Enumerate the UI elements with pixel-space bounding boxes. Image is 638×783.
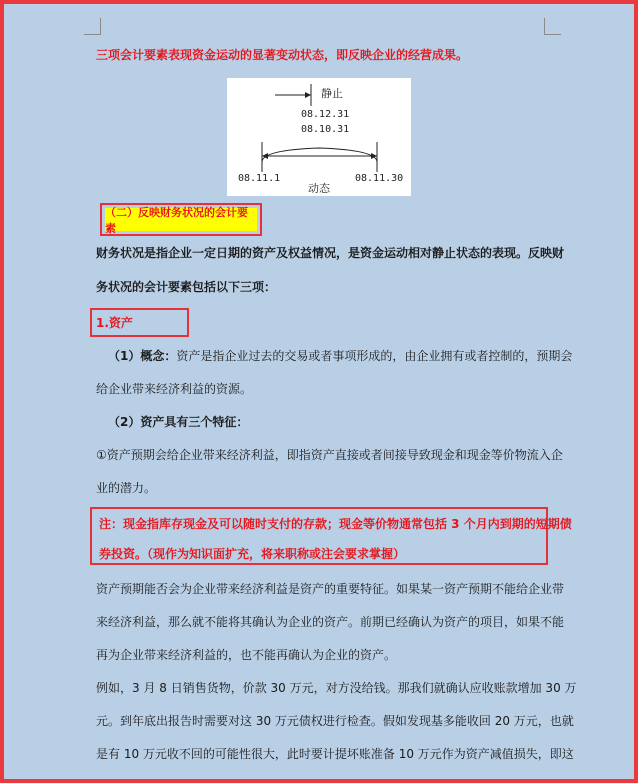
asset-heading: 1.资产 bbox=[96, 316, 133, 330]
feature1-line1: ①资产预期会给企业带来经济利益，即指资产直接或者间接导致现金和现金等价物流入企 bbox=[96, 448, 563, 462]
features-heading: （2）资产具有三个特征： bbox=[108, 415, 249, 429]
para3-line2: 元。到年底出报告时需要对这 30 万元债权进行检查。假如发现基多能收回 20 万元，也就 bbox=[96, 714, 574, 728]
dynamic-label: 动态 bbox=[308, 182, 330, 195]
concept-text: 资产是指企业过去的交易或者事项形成的，由企业拥有或者控制的，预期会 bbox=[176, 349, 573, 363]
para1-line1: 财务状况是指企业一定日期的资产及权益情况，是资金运动相对静止状态的表现。反映财 bbox=[96, 246, 565, 260]
margin-corner-mark-left bbox=[84, 18, 101, 35]
intro-line: 三项会计要素表现资金运动的显著变动状态，即反映企业的经营成果。 bbox=[96, 48, 469, 62]
static-label: 静止 bbox=[321, 87, 343, 100]
para3-line1: 例如，3 月 8 日销售货物，价款 30 万元，对方没给钱。那我们就确认应收账款增加 30 万 bbox=[96, 681, 577, 695]
date-top-1: 08.12.31 bbox=[301, 109, 350, 120]
para2-line1: 资产预期能否会为企业带来经济利益是资产的重要特征。如果某一资产预期不能给企业带 bbox=[96, 582, 565, 596]
feature1-line2: 业的潜力。 bbox=[96, 481, 157, 495]
concept-label: （1）概念： bbox=[108, 349, 177, 363]
section-heading-box bbox=[100, 203, 262, 236]
margin-corner-mark-right bbox=[544, 18, 561, 35]
date-right: 08.11.30 bbox=[355, 173, 404, 184]
note-line2: 券投资。（现作为知识面扩充，将来职称或注会要求掌握） bbox=[99, 547, 406, 561]
concept-line1 bbox=[108, 348, 572, 364]
para2-line2: 来经济利益，那么就不能将其确认为企业的资产。前期已经确认为资产的项目，如果不能 bbox=[96, 615, 565, 629]
concept-line2: 给企业带来经济利益的资源。 bbox=[96, 382, 253, 396]
date-left: 08.11.1 bbox=[238, 173, 281, 184]
static-dynamic-diagram bbox=[227, 78, 411, 196]
para3-line3: 是有 10 万元收不回的可能性很大，此时要计提坏账准备 10 万元作为资产减值损失，即这 bbox=[96, 747, 574, 761]
section-heading: （二）反映财务状况的会计要素 bbox=[105, 208, 257, 231]
para2-line3: 再为企业带来经济利益的，也不能再确认为企业的资产。 bbox=[96, 648, 397, 662]
note-line1: 注：现金指库存现金及可以随时支付的存款；现金等价物通常包括 3 个月内到期的短期债 bbox=[99, 517, 572, 531]
date-top-2: 08.10.31 bbox=[301, 124, 350, 135]
para1-line2: 务状况的会计要素包括以下三项： bbox=[96, 280, 277, 294]
